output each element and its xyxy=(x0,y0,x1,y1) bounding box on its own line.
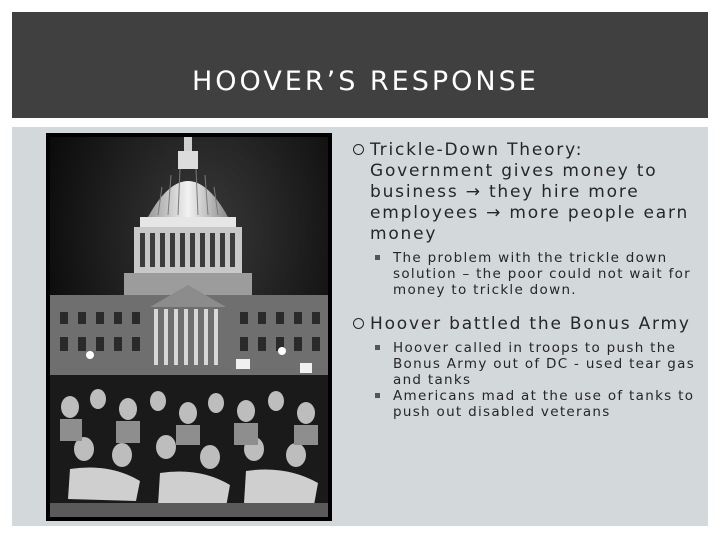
square-bullet-icon xyxy=(375,393,380,398)
sub-bullet-text: The problem with the trickle down solution – the poor could not wait for money to trickle down. xyxy=(393,250,692,298)
capitol-photo xyxy=(46,133,332,521)
slide-title: HOOVER’S RESPONSE xyxy=(192,66,539,97)
sub-bullet-list xyxy=(375,340,698,420)
bullet-bonus-army xyxy=(353,314,698,335)
sub-bullet xyxy=(375,388,698,420)
sub-bullet xyxy=(375,340,698,388)
bullet-list xyxy=(353,140,698,420)
circle-bullet-icon xyxy=(353,318,364,329)
square-bullet-icon xyxy=(375,255,380,260)
sub-bullet-list xyxy=(375,250,698,298)
bullet-text: Hoover battled the Bonus Army xyxy=(370,314,691,334)
title-bar xyxy=(12,12,708,118)
capitol-bonus-army-photo-icon xyxy=(50,137,328,517)
bullet-text: Trickle-Down Theory: Government gives money to business → they hire more employees → more people earn money xyxy=(370,140,690,244)
circle-bullet-icon xyxy=(353,144,364,155)
spacer xyxy=(353,298,698,314)
sub-bullet xyxy=(375,250,698,298)
sub-bullet-text: Americans mad at the use of tanks to push out disabled veterans xyxy=(393,388,695,420)
bullet-trickle-down xyxy=(353,140,698,245)
sub-bullet-text: Hoover called in troops to push the Bonus Army out of DC - used tear gas and tanks xyxy=(393,340,696,388)
square-bullet-icon xyxy=(375,345,380,350)
